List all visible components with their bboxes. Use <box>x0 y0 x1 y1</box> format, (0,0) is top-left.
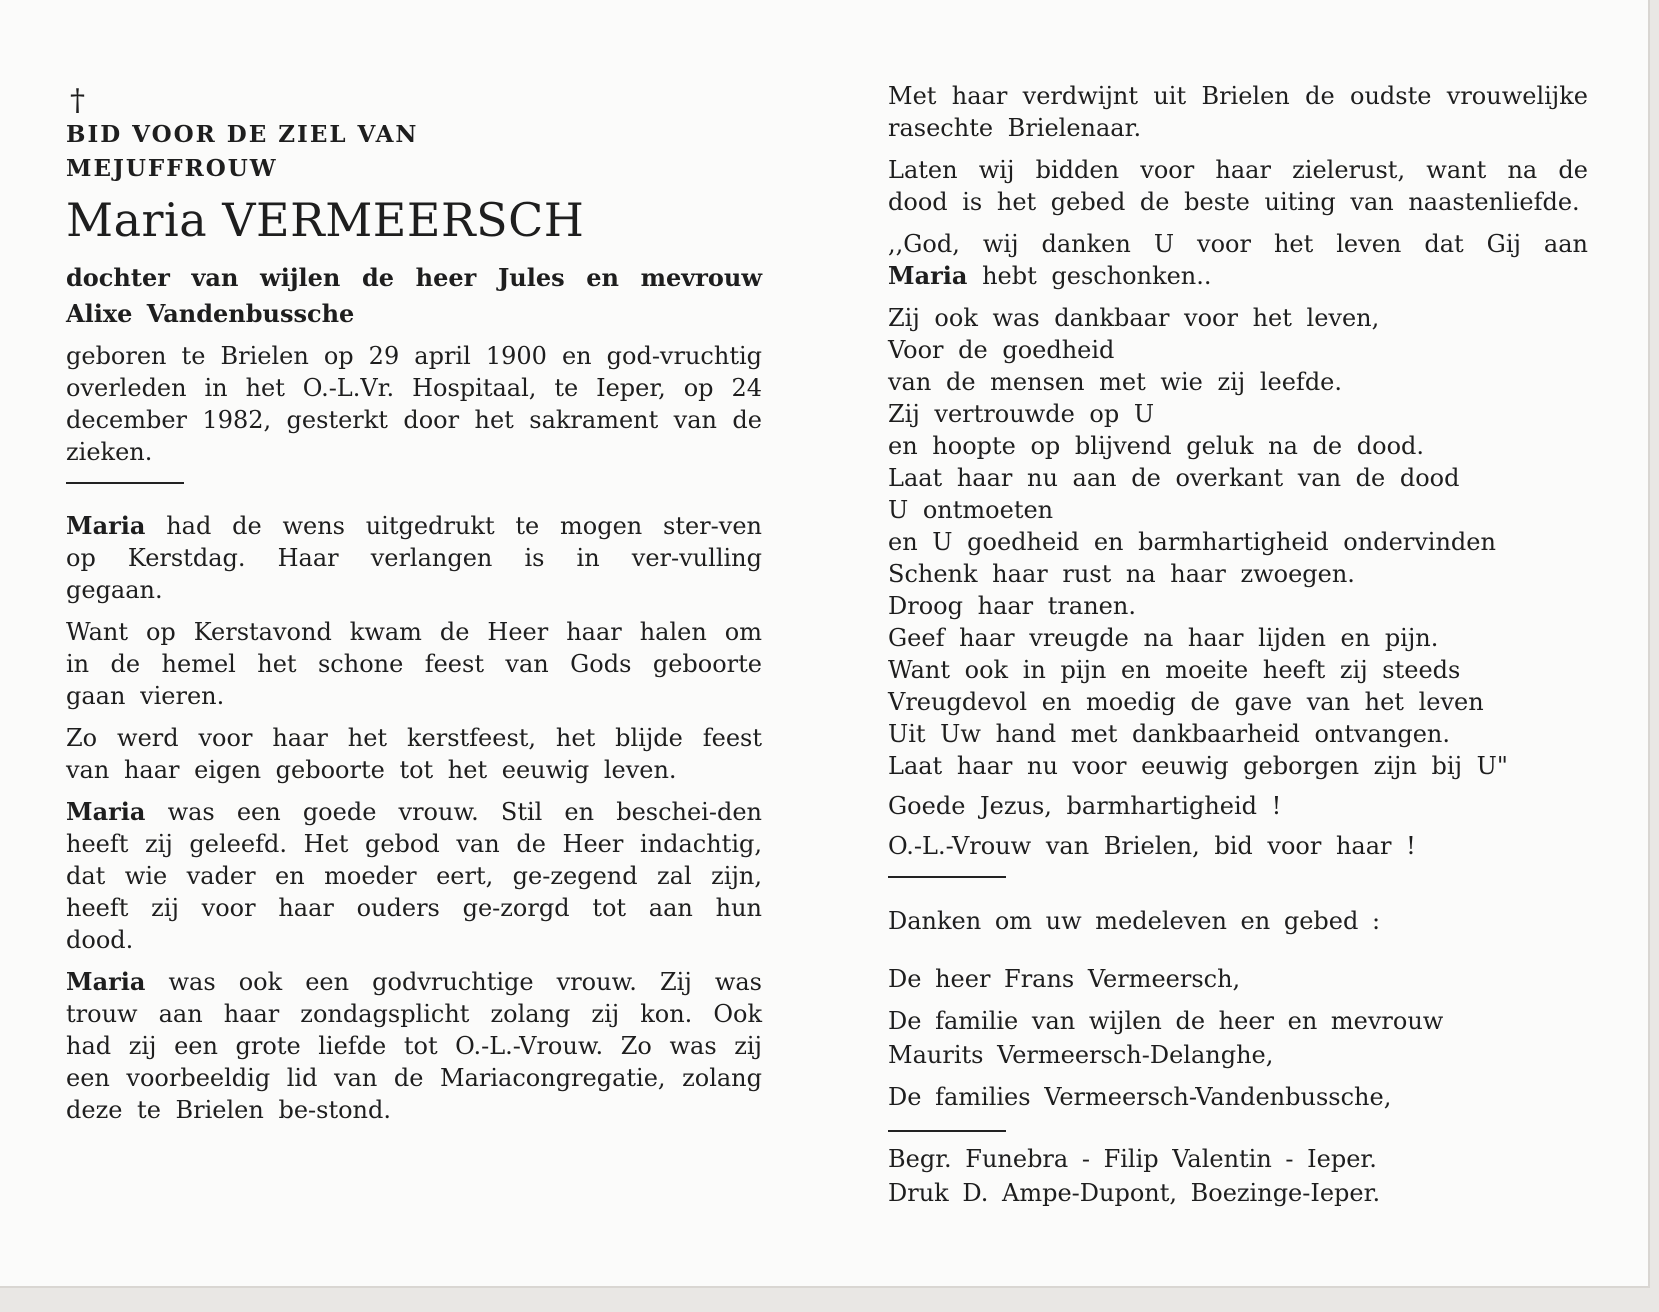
poem-line: U ontmoeten <box>888 496 1054 524</box>
paragraph-devout <box>66 966 762 1126</box>
right-column <box>888 80 1588 1210</box>
poem-line: Vreugdevol en moedig de gave van het leven <box>888 688 1484 716</box>
name-highlight: Maria <box>888 261 968 290</box>
cross-icon: † <box>70 83 85 118</box>
name-highlight: Maria <box>66 797 146 826</box>
poem-line: Laat haar nu aan de overkant van de dood <box>888 464 1460 492</box>
paragraph-text: was ook een godvruchtige vrouw. Zij was trouw aan haar zondagsplicht zolang zij kon. Ook had zij een grote liefde tot O.-L.-Vrouw. Zo was zij een voorbeeldig lid van de Mariacongregatie, zolang deze te Brielen be-stond. <box>66 968 762 1124</box>
thanks-entry: De families Vermeersch-Vandenbussche, <box>888 1083 1392 1111</box>
paragraph-text: ,,God, wij danken U voor het leven dat Gij aan <box>888 230 1588 258</box>
birth-death-paragraph: geboren te Brielen op 29 april 1900 en god-vruchtig overleden in het O.-L.Vr. Hospitaal, te Ieper, op 24 december 1982, gesterkt door het sakrament van de zieken. <box>66 342 762 466</box>
paragraph-thanks-god <box>888 228 1588 292</box>
poem-line: en hoopte op blijvend geluk na de dood. <box>888 432 1425 460</box>
poem-line: van de mensen met wie zij leefde. <box>888 368 1343 396</box>
paragraph-christmas: Zo werd voor haar het kerstfeest, het blijde feest van haar eigen geboorte tot het eeuwig leven. <box>66 724 762 784</box>
poem-line: Droog haar tranen. <box>888 592 1136 620</box>
poem <box>888 302 1588 782</box>
poem-line: Schenk haar rust na haar zwoegen. <box>888 560 1355 588</box>
poem-line: Zij vertrouwde op U <box>888 400 1155 428</box>
poem-line: Want ook in pijn en moeite heeft zij steeds <box>888 656 1461 684</box>
divider <box>66 482 184 484</box>
paragraph-christmas-eve: Want op Kerstavond kwam de Heer haar halen om in de hemel het schone feest van Gods geboorte gaan vieren. <box>66 618 762 710</box>
paragraph-wish <box>66 510 762 606</box>
paragraph-text: was een goede vrouw. Stil en beschei-den heeft zij geleefd. Het gebod van de Heer indachtig, dat wie vader en moeder eert, ge-zegend zal zijn, heeft zij voor haar ouders ge-zorgd tot aan hun dood. <box>66 798 762 954</box>
divider <box>888 1130 1006 1132</box>
name-highlight: Maria <box>66 967 146 996</box>
poem-line: en U goedheid en barmhartigheid ondervinden <box>888 528 1496 556</box>
deceased-name: Maria VERMEERSCH <box>66 193 585 247</box>
paragraph-text: hebt geschonken.. <box>982 262 1212 290</box>
prayer-heading: BID VOOR DE ZIEL VAN <box>66 121 419 148</box>
poem-line: Geef haar vreugde na haar lijden en pijn. <box>888 624 1439 652</box>
invocation-mary: O.-L.-Vrouw van Brielen, bid voor haar ! <box>888 832 1416 860</box>
poem-line: Zij ook was dankbaar voor het leven, <box>888 304 1380 332</box>
paragraph-text: had de wens uitgedrukt te mogen ster-ven op Kerstdag. Haar verlangen is in ver-vulling gegaan. <box>66 512 762 604</box>
printer-credit: Druk D. Ampe-Dupont, Boezinge-Ieper. <box>888 1179 1381 1207</box>
poem-line: Laat haar nu voor eeuwig geborgen zijn bij U" <box>888 752 1508 780</box>
thanks-entry: De familie van wijlen de heer en mevrouw Maurits Vermeersch-Delanghe, <box>888 1007 1444 1069</box>
paragraph-good-woman <box>66 796 762 956</box>
divider <box>888 876 1006 878</box>
undertaker-credit: Begr. Funebra - Filip Valentin - Ieper. <box>888 1145 1377 1173</box>
name-highlight: Maria <box>66 511 146 540</box>
left-column <box>66 84 762 1136</box>
poem-line: Uit Uw hand met dankbaarheid ontvangen. <box>888 720 1451 748</box>
poem-line: Voor de goedheid <box>888 336 1115 364</box>
invocation-jesus: Goede Jezus, barmhartigheid ! <box>888 792 1282 820</box>
thanks-title: Danken om uw medeleven en gebed : <box>888 907 1381 935</box>
title-mejuffrouw: MEJUFFROUW <box>66 155 278 182</box>
paragraph-pray: Laten wij bidden voor haar zielerust, want na de dood is het gebed de beste uiting van naastenliefde. <box>888 156 1588 216</box>
paragraph-oldest: Met haar verdwijnt uit Brielen de oudste vrouwelijke rasechte Brielenaar. <box>888 82 1588 142</box>
parents-line: dochter van wijlen de heer Jules en mevrouw Alixe Vandenbussche <box>66 263 762 328</box>
thanks-entry: De heer Frans Vermeersch, <box>888 965 1241 993</box>
